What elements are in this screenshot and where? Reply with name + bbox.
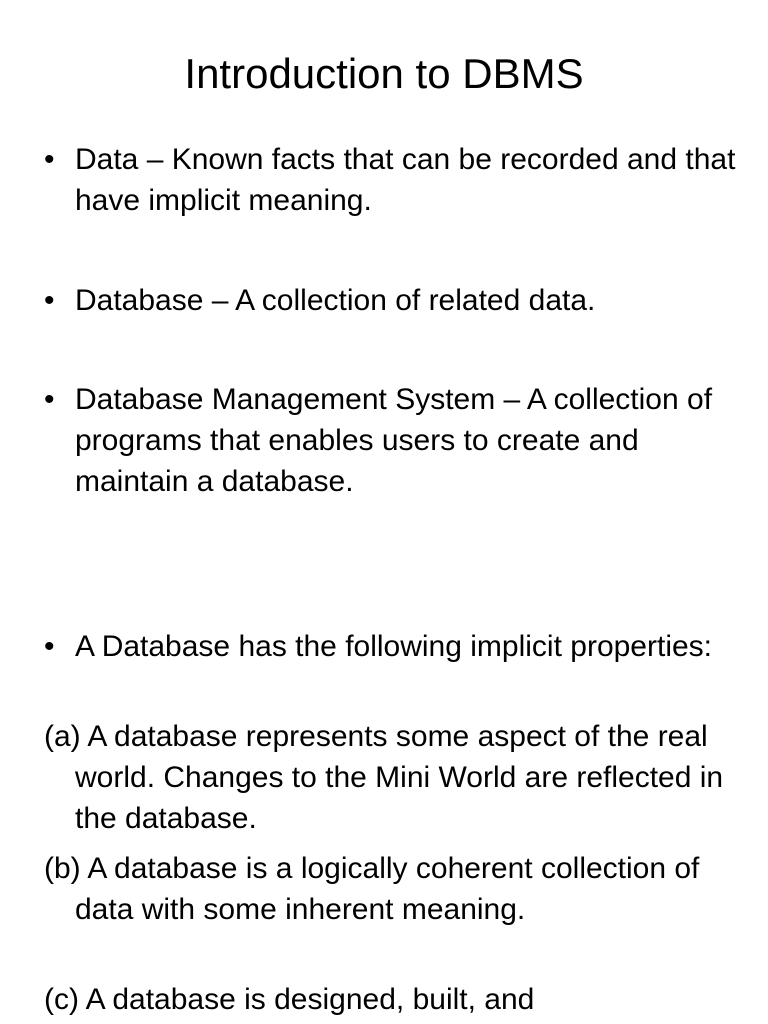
- bullet-text: Database – A collection of related data.: [75, 284, 596, 317]
- bullet-marker: •: [44, 630, 55, 663]
- property-text: (b) A database is a logically coherent collection of data with some inherent meaning.: [44, 852, 700, 926]
- property-text: (c) A database is designed, built, and: [44, 983, 535, 1016]
- bullet-data-definition: [44, 139, 744, 221]
- slide-title: Introduction to DBMS: [184, 50, 584, 97]
- bullet-dbms-definition: [44, 379, 744, 502]
- bullet-marker: •: [44, 383, 55, 416]
- bullet-text: Database Management System – A collection of programs that enables users to create and maintain a database.: [75, 383, 713, 498]
- bullet-text: Data – Known facts that can be recorded and that have implicit meaning.: [75, 143, 736, 217]
- bullet-database-properties: [44, 626, 744, 667]
- property-text: (a) A database represents some aspect of the real world. Changes to the Mini World are reflected in the database.: [44, 720, 724, 835]
- property-a: [44, 716, 744, 839]
- property-b: [44, 848, 744, 930]
- bullet-text: A Database has the following implicit properties:: [75, 630, 713, 663]
- bullet-marker: •: [44, 143, 55, 176]
- bullet-database-definition: [44, 280, 744, 321]
- property-c: [44, 979, 744, 1020]
- bullet-marker: •: [44, 284, 55, 317]
